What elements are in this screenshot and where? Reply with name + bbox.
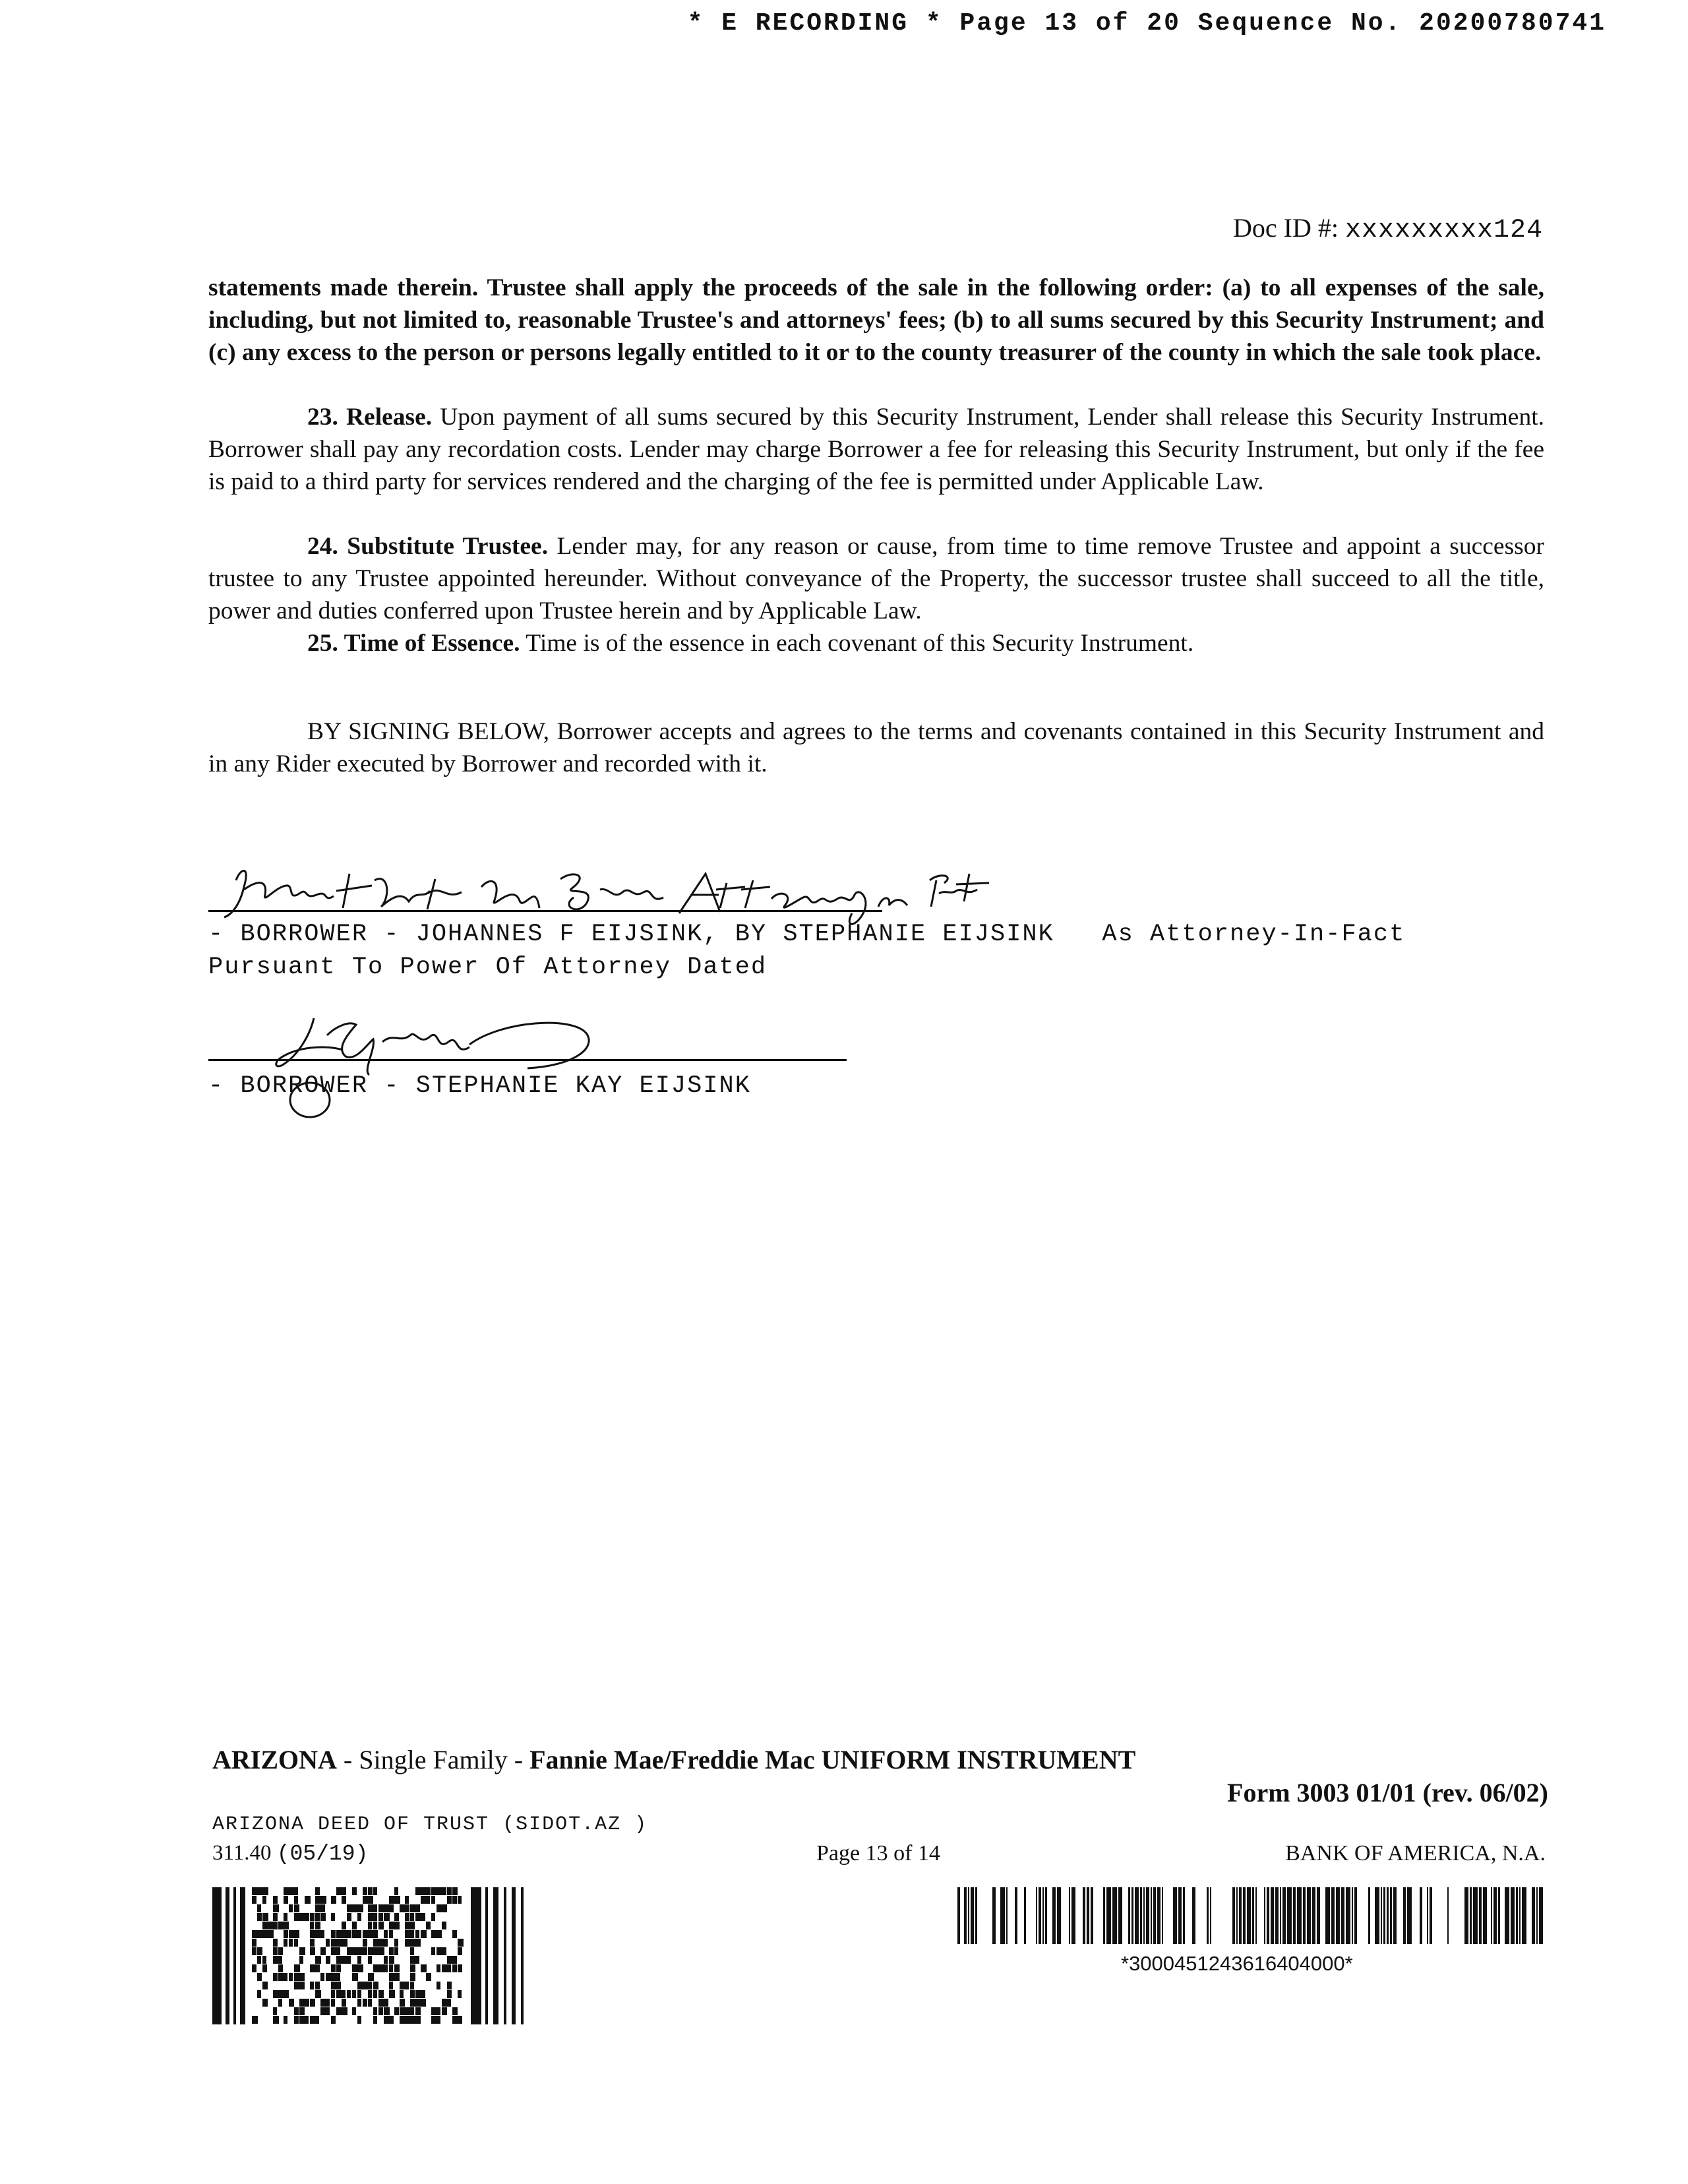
footer-state: ARIZONA [212,1745,337,1774]
footer-agency: Fannie Mae/Freddie Mac UNIFORM INSTRUMENT [529,1745,1136,1774]
signature-2-handwriting [264,1002,659,1121]
footer-form-number: Form 3003 01/01 (rev. 06/02) [1227,1778,1548,1807]
doc-id-label: Doc ID #: [1232,213,1345,243]
section-25-text: Time is of the essence in each covenant of this Security Instrument. [520,630,1194,657]
paragraph-sale-proceeds: statements made therein. Trustee shall apply the proceeds of the sale in the following order: (a) to all expenses of the sale, including, but not limited to, reasonable Trustee's and attorneys' fees; (b) to all sums secured by this Security Instrument; and (c) any excess to the person or persons legally entitled to it or to the county treasurer of the county in which the sale took place. [208,274,1544,366]
section-25-heading: 25. Time of Essence. [307,630,520,657]
doc-id-value: xxxxxxxxx124 [1344,216,1543,245]
footer-form-title [212,1744,1135,1775]
section-24-text: Lender may, for any reason or cause, from time to time remove Trustee and appoint a successor trustee to any Trustee appointed hereunder. Without conveyance of the Property, the successor trustee shall succeed to all the title, power and duties conferred upon Trustee herein and by Applicable Law. [208,533,1545,624]
footer-page-number: Page 13 of 14 [816,1841,940,1866]
signature-2-caption: - BORROWER - STEPHANIE KAY EIJSINK [208,1072,751,1100]
barcode-number: *3000451243616404000* [1121,1952,1353,1975]
section-24-heading: 24. Substitute Trustee. [307,533,549,560]
linear-barcode [957,1887,1546,1951]
by-signing-text: BY SIGNING BELOW, Borrower accepts and agrees to the terms and covenants contained in this Security Instrument and in any Rider executed by Borrower and recorded with it. [208,718,1544,777]
section-23-text: Upon payment of all sums secured by this Security Instrument, Lender shall release this Security Instrument. Borrower shall pay any recordation costs. Lender may charge Borrower a fee for releasing this Security Instrument, but only if the fee is paid to a third party for services rendered and the charging of the fee is permitted under Applicable Law. [208,404,1544,495]
signature-1-line [208,910,882,912]
paragraph-release [208,401,1544,498]
section-23-heading: 23. Release. [307,404,433,431]
pdf417-barcode [212,1887,535,2026]
signature-1-caption-poa: Pursuant To Power Of Attorney Dated [208,954,768,981]
paragraph-by-signing [208,715,1544,780]
doc-id [1233,212,1543,245]
footer-code [212,1841,368,1866]
footer-bank-name: BANK OF AMERICA, N.A. [1285,1841,1546,1866]
signature-2-line [208,1059,847,1061]
recording-header: * E RECORDING * Page 13 of 20 Sequence No. 20200780741 [687,9,1606,38]
paragraph-substitute-trustee [208,530,1544,627]
footer-code-number: 311.40 [212,1841,277,1865]
footer-code-date: (05/19) [276,1842,369,1866]
paragraph-time-of-essence [208,627,1544,659]
footer-family: - Single Family - [336,1745,530,1774]
footer-deed-title: ARIZONA DEED OF TRUST (SIDOT.AZ ) [212,1813,648,1836]
signature-1-caption: - BORROWER - JOHANNES F EIJSINK, BY STEPHANIE EIJSINK As Attorney-In-Fact [208,921,1406,948]
